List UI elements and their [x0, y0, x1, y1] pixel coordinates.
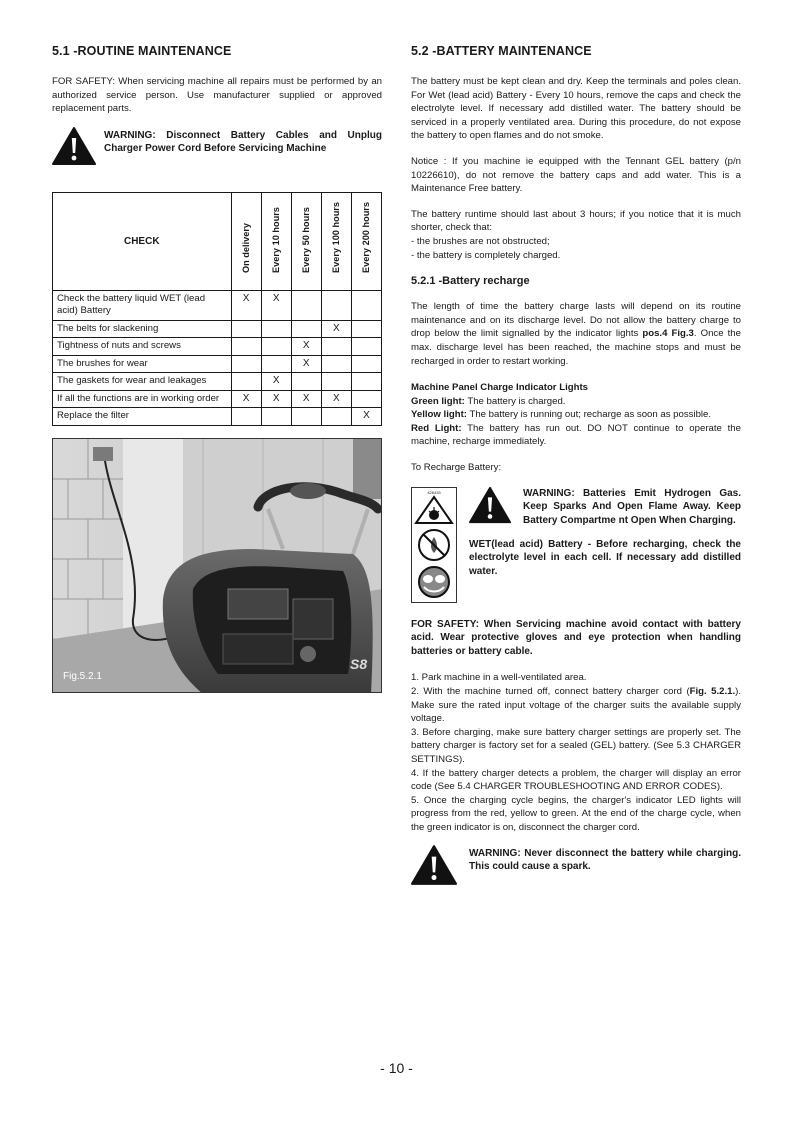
task-cell: Check the battery liquid WET (lead acid) Battery	[53, 290, 232, 320]
warning-triangle-icon	[469, 485, 511, 530]
column-header: Every 50 hours	[291, 192, 321, 290]
routine-maintenance-section	[52, 44, 382, 693]
task-cell: Tightness of nuts and screws	[53, 338, 232, 356]
interval-mark: X	[261, 373, 291, 391]
interval-mark: X	[261, 290, 291, 320]
machine-badge: S8	[350, 655, 368, 672]
column-header: Every 200 hours	[351, 192, 381, 290]
red-light-line: Red Light: The battery has run out. DO NOT continue to operate the machine, recharge immediately.	[411, 422, 741, 448]
table-row	[53, 355, 382, 373]
interval-mark	[351, 355, 381, 373]
interval-mark	[231, 373, 261, 391]
figure-label: Fig.5.2.1	[63, 670, 102, 682]
interval-mark	[261, 408, 291, 426]
table-row	[53, 390, 382, 408]
list-item: 2. With the machine turned off, connect battery charger cord (Fig. 5.2.1.). Make sure the rated input voltage of the charger suits the available supply voltage.	[411, 686, 741, 725]
interval-mark	[261, 320, 291, 338]
recharge-paragraph: The length of time the battery charge lasts will depend on its routine maintenance and on its discharge level. Do not allow the battery charge to drop below the limit signalled by the indicator lights pos.4 Fig.3. Once the max. discharge level has been reached, the machine stops and must be recharged in order to restart working.	[411, 301, 741, 367]
sticker-code: 426433	[427, 489, 441, 495]
interval-mark	[321, 355, 351, 373]
interval-mark: X	[321, 390, 351, 408]
safety-text: FOR SAFETY: When servicing machine all repairs must be performed by an authorized service person. Use manufacturer supplied or approved replacement parts.	[52, 76, 382, 115]
column-header: On delivery	[231, 192, 261, 290]
interval-mark	[351, 390, 381, 408]
green-light-line: Green light: The battery is charged.	[411, 395, 566, 407]
recharge-steps	[411, 671, 741, 834]
warning-spark	[411, 847, 741, 890]
task-cell: If all the functions are in working order	[53, 390, 232, 408]
section-title-battery: 5.2 -BATTERY MAINTENANCE	[411, 44, 592, 58]
warning-spark-text: WARNING: Never disconnect the battery while charging. This could cause a spark.	[469, 847, 741, 873]
warning-triangle-icon	[411, 845, 457, 890]
maintenance-table	[52, 192, 382, 426]
interval-mark: X	[231, 290, 261, 320]
battery-maintenance-section	[411, 44, 741, 890]
list-item: 4. If the battery charger detects a problem, the charger will display an error code (See 5.4 CHARGER TROUBLESHOOTING AND ERROR CODES).	[411, 767, 741, 793]
table-row	[53, 338, 382, 356]
task-cell: Replace the filter	[53, 408, 232, 426]
yellow-light-line: Yellow light: The battery is running out; recharge as soon as possible.	[411, 409, 712, 421]
runtime-paragraph: The battery runtime should last about 3 hours; if you notice that it is much shorter, check that: - the brushes are not obstructed; - the battery is completely charged.	[411, 208, 741, 261]
warning-triangle-icon	[52, 127, 96, 170]
warning-hydrogen-text: WARNING: Batteries Emit Hydrogen Gas. Keep Sparks And Open Flame Away. Keep Battery Compartme nt Open When Charging.	[523, 487, 741, 526]
list-item: 5. Once the charging cycle begins, the charger's indicator LED lights will progress from the red, yellow to green. At the end of the charge cycle, when the green indicator is on, disconnect the charger cord.	[411, 794, 741, 833]
recharge-warnings	[411, 487, 741, 608]
interval-mark	[261, 355, 291, 373]
interval-mark	[231, 338, 261, 356]
interval-mark: X	[231, 390, 261, 408]
warning-hydrogen	[469, 487, 741, 530]
interval-mark	[351, 320, 381, 338]
interval-mark	[351, 338, 381, 356]
subsection-title-recharge: 5.2.1 -Battery recharge	[411, 275, 530, 288]
table-row	[53, 320, 382, 338]
indicator-lights-title: Machine Panel Charge Indicator Lights	[411, 382, 588, 394]
section-title-routine: 5.1 -ROUTINE MAINTENANCE	[52, 44, 232, 58]
acid-safety-warning: FOR SAFETY: When Servicing machine avoid contact with battery acid. Wear protective gloves and eye protection when handling batteries or battery cable.	[411, 618, 741, 657]
column-header: Every 10 hours	[261, 192, 291, 290]
interval-mark	[351, 373, 381, 391]
list-item: 3. Before charging, make sure battery charger settings are properly set. The battery charger is factory set for a sealed (GEL) battery. (See 5.3 CHARGER SETTINGS).	[411, 726, 741, 765]
column-header: Every 100 hours	[321, 192, 351, 290]
page-number: - 10 -	[380, 1060, 413, 1076]
interval-mark	[321, 408, 351, 426]
check-header: CHECK	[53, 192, 232, 290]
interval-mark	[291, 373, 321, 391]
interval-mark	[321, 338, 351, 356]
interval-mark	[291, 408, 321, 426]
warning-disconnect	[52, 129, 382, 170]
list-item: 1. Park machine in a well-ventilated area.	[411, 672, 587, 684]
interval-mark	[291, 320, 321, 338]
table-row	[53, 408, 382, 426]
safety-sticker	[411, 487, 461, 608]
safety-sticker-icon	[411, 487, 457, 603]
task-cell: The gaskets for wear and leakages	[53, 373, 232, 391]
interval-mark: X	[291, 390, 321, 408]
table-row	[53, 373, 382, 391]
interval-mark	[231, 355, 261, 373]
to-recharge-label: To Recharge Battery:	[411, 462, 502, 474]
task-cell: The belts for slackening	[53, 320, 232, 338]
interval-mark: X	[261, 390, 291, 408]
table-row	[53, 290, 382, 320]
interval-mark	[321, 373, 351, 391]
gel-notice-paragraph: Notice : If you machine ie equipped with the Tennant GEL battery (p/n 10226610), do not remove the battery caps and add water. This is a Maintenance Free battery.	[411, 155, 741, 195]
interval-mark	[321, 290, 351, 320]
indicator-lights-block	[411, 381, 741, 449]
interval-mark: X	[351, 408, 381, 426]
table-header-row	[53, 192, 382, 290]
interval-mark: X	[291, 338, 321, 356]
battery-intro-paragraph: The battery must be kept clean and dry. Keep the terminals and poles clean. For Wet (lead acid) Battery - Every 10 hours, remove the caps and check the electrolyte level. If necessary add distilled water. The battery should be serviced in a properly ventilated area. During this procedure, do not expose the battery to open flames and do not smoke.	[411, 76, 741, 142]
interval-mark	[261, 338, 291, 356]
interval-mark	[351, 290, 381, 320]
interval-mark: X	[291, 355, 321, 373]
task-cell: The brushes for wear	[53, 355, 232, 373]
interval-mark	[231, 320, 261, 338]
battery-charging-photo	[52, 438, 382, 693]
warning-disconnect-text: WARNING: Disconnect Battery Cables and Unplug Charger Power Cord Before Servicing Machine	[104, 129, 382, 155]
interval-mark	[291, 290, 321, 320]
interval-mark: X	[321, 320, 351, 338]
machine-illustration	[53, 439, 382, 693]
wet-battery-warning: WET(lead acid) Battery - Before recharging, check the electrolyte level in each cell. If necessary add distilled water.	[469, 538, 741, 577]
interval-mark	[231, 408, 261, 426]
